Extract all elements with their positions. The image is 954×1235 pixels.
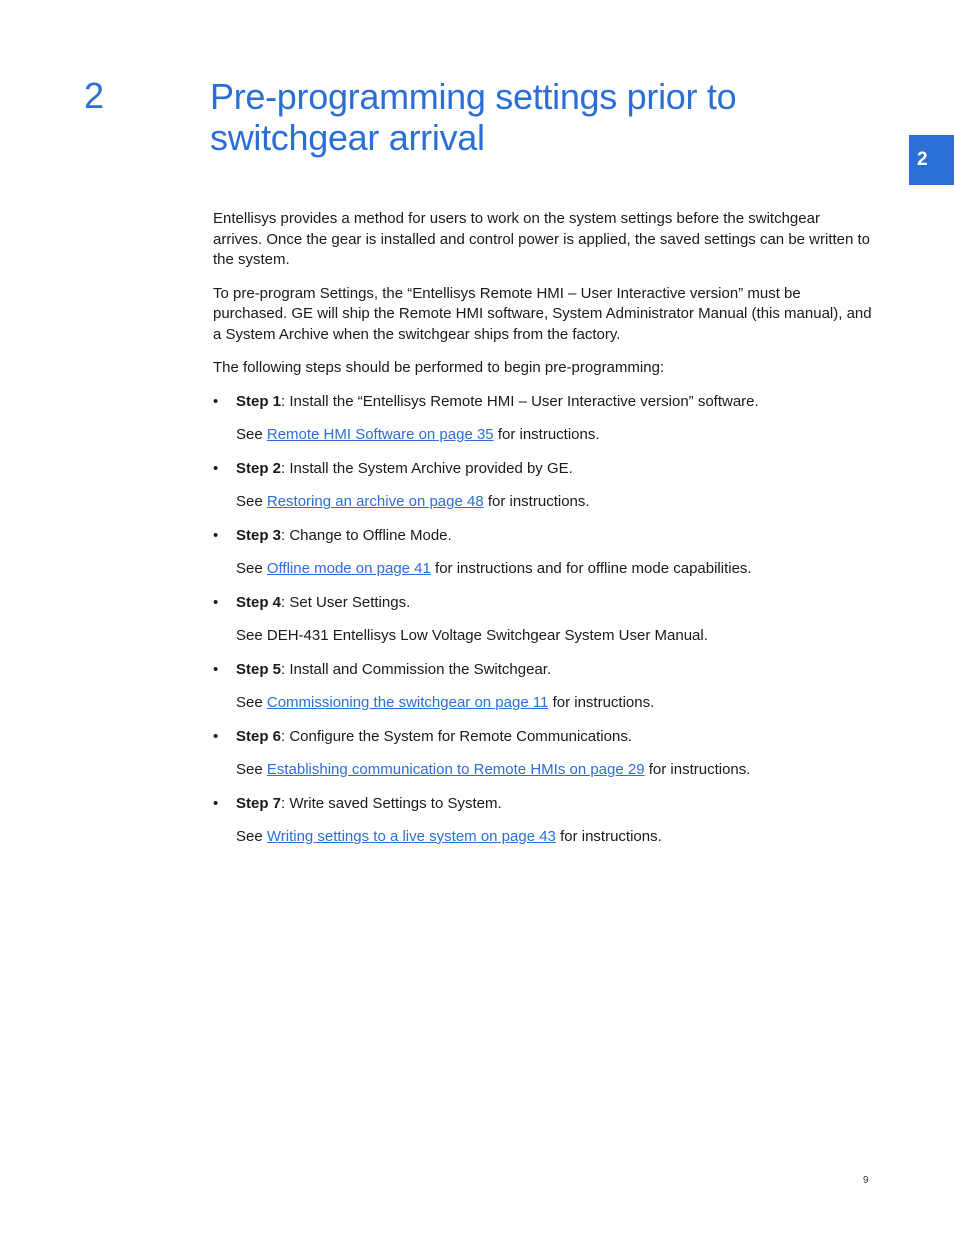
- see-word: See: [236, 761, 267, 778]
- step-reference-suffix: for instructions.: [483, 493, 590, 510]
- step-line: [236, 593, 873, 614]
- purchase-paragraph: To pre-program Settings, the “Entellisys Remote HMI – User Interactive version” must be purchased. GE will ship the Remote HMI software, System Administrator Manual (this manual), and a System Archive when the switchgear ships from the factory.: [213, 284, 872, 343]
- step-item-4: [213, 593, 873, 647]
- step-reference-suffix: for instructions.: [493, 426, 600, 443]
- step-item-3: [213, 526, 873, 580]
- step-line: [236, 459, 873, 480]
- step-item-2: [213, 459, 873, 513]
- step-reference: See DEH-431 Entellisys Low Voltage Switchgear System User Manual.: [236, 627, 708, 644]
- step-item-6: [213, 727, 873, 781]
- see-word: See: [236, 694, 267, 711]
- step-reference: [236, 425, 873, 446]
- step-item-7: [213, 794, 873, 848]
- link-restoring-archive[interactable]: Restoring an archive on page 48: [266, 493, 484, 510]
- step-text: : Write saved Settings to System.: [281, 794, 502, 812]
- step-reference-suffix: for instructions.: [555, 828, 662, 845]
- step-label: Step 5: [236, 660, 282, 678]
- link-establishing-communication[interactable]: Establishing communication to Remote HMIs on page 29: [266, 761, 645, 778]
- step-line: [236, 794, 873, 815]
- see-word: See: [236, 560, 267, 577]
- chapter-tab[interactable]: 2: [909, 135, 954, 185]
- link-remote-hmi-software[interactable]: Remote HMI Software on page 35: [266, 426, 494, 443]
- step-item-1: [213, 392, 873, 446]
- step-reference: [236, 693, 873, 714]
- step-reference-suffix: for instructions and for offline mode capabilities.: [430, 560, 752, 577]
- step-item-5: [213, 660, 873, 714]
- step-text: : Install the “Entellisys Remote HMI – User Interactive version” software.: [281, 392, 759, 410]
- step-reference: [236, 559, 873, 580]
- bullet: •: [213, 727, 219, 745]
- intro-paragraph: Entellisys provides a method for users to work on the system settings before the switchgear arrives. Once the gear is installed and control power is applied, the saved settings can be written to the system.: [213, 210, 871, 268]
- step-line: [236, 727, 873, 748]
- step-reference-suffix: for instructions.: [644, 761, 751, 778]
- chapter-number: 2: [84, 75, 105, 116]
- step-label: Step 2: [236, 459, 282, 477]
- step-reference-suffix: for instructions.: [548, 694, 655, 711]
- step-label: Step 7: [236, 794, 282, 812]
- see-word: See: [236, 828, 267, 845]
- bullet: •: [213, 593, 219, 611]
- step-text: : Change to Offline Mode.: [281, 526, 452, 544]
- step-text: : Install and Commission the Switchgear.: [281, 660, 552, 678]
- link-commissioning-switchgear[interactable]: Commissioning the switchgear on page 11: [266, 694, 549, 711]
- see-word: See: [236, 426, 267, 443]
- step-line: [236, 526, 873, 547]
- link-offline-mode[interactable]: Offline mode on page 41: [266, 560, 431, 577]
- bullet: •: [213, 526, 219, 544]
- step-line: [236, 660, 873, 681]
- see-word: See: [236, 493, 267, 510]
- steps-list: [213, 392, 873, 848]
- step-text: : Install the System Archive provided by GE.: [281, 459, 573, 477]
- step-reference: [236, 827, 873, 848]
- step-label: Step 6: [236, 727, 282, 745]
- bullet: •: [213, 660, 219, 678]
- step-reference: [236, 492, 873, 513]
- page-number: 9: [863, 1175, 869, 1186]
- body-content: [213, 209, 873, 861]
- step-label: Step 1: [236, 392, 282, 410]
- link-writing-settings[interactable]: Writing settings to a live system on page 43: [266, 828, 556, 845]
- chapter-title: Pre-programming settings prior to switchgear arrival: [210, 76, 737, 158]
- step-label: Step 3: [236, 526, 282, 544]
- bullet: •: [213, 794, 219, 812]
- step-reference: [236, 760, 873, 781]
- step-label: Step 4: [236, 593, 282, 611]
- step-text: : Set User Settings.: [281, 593, 411, 611]
- steps-intro-paragraph: The following steps should be performed to begin pre-programming:: [213, 359, 665, 376]
- bullet: •: [213, 459, 219, 477]
- step-line: [236, 392, 873, 413]
- step-text: : Configure the System for Remote Communications.: [281, 727, 632, 745]
- bullet: •: [213, 392, 219, 410]
